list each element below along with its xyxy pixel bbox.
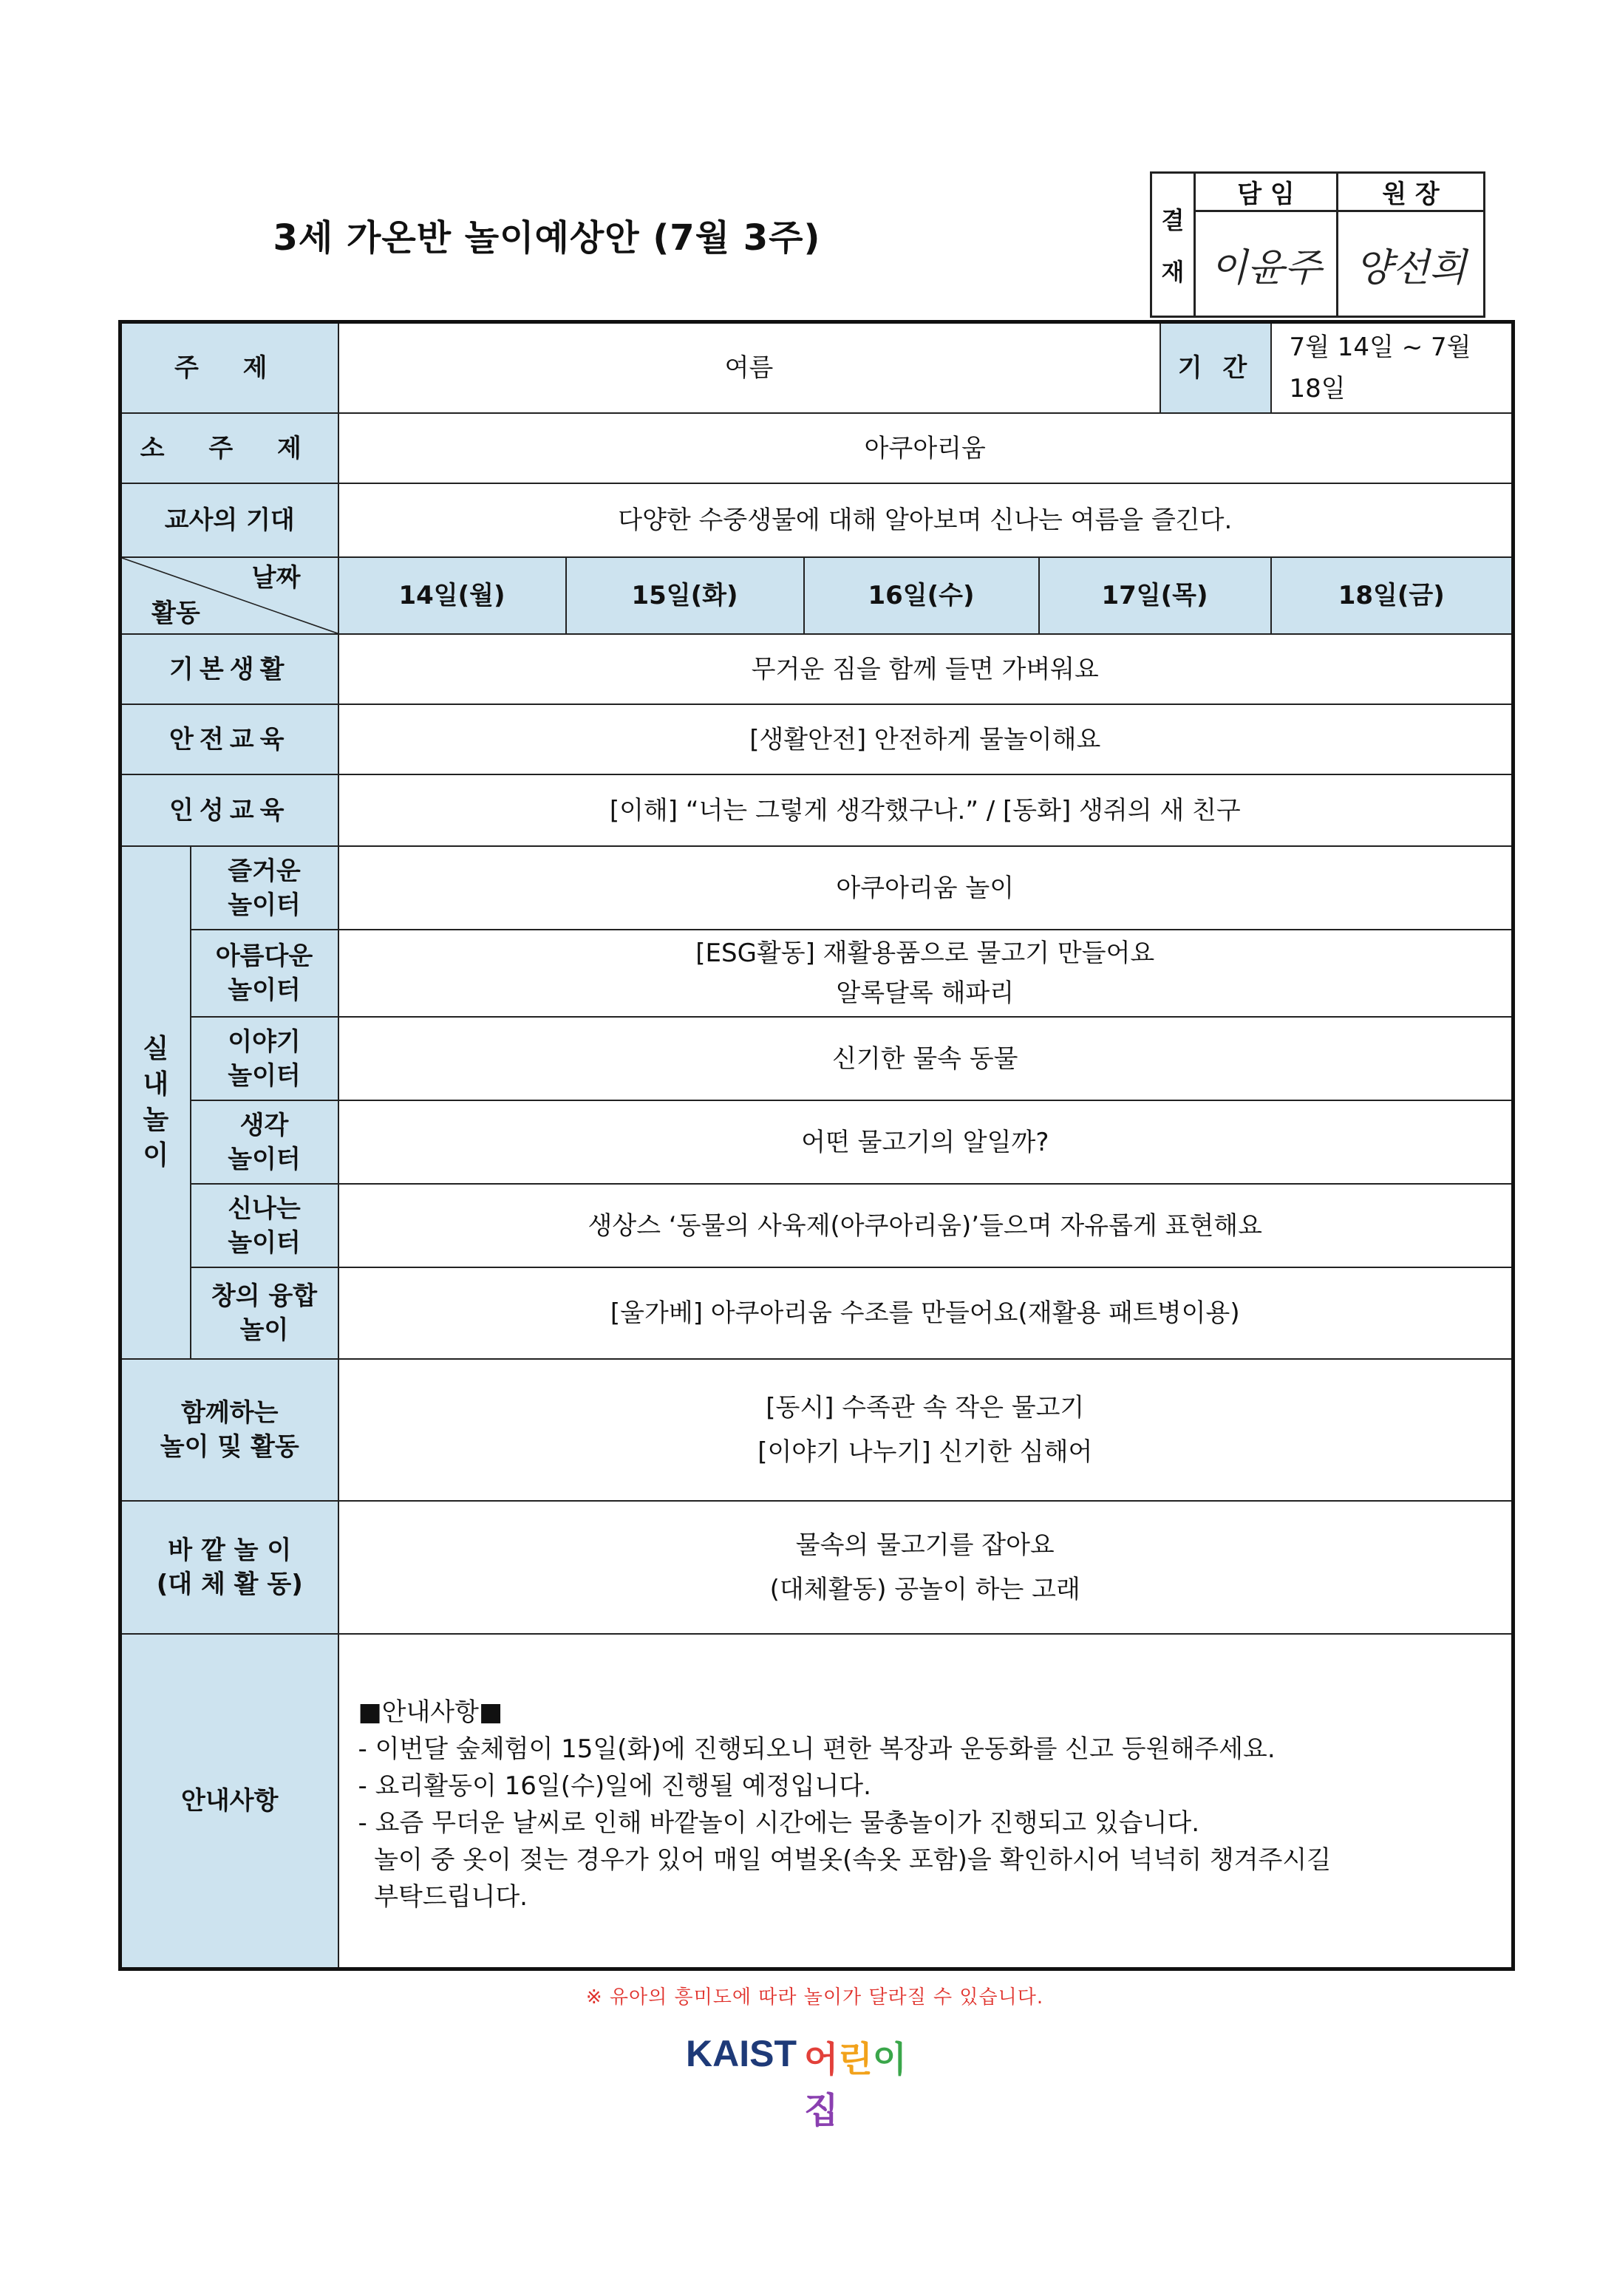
indoor-row-1 xyxy=(120,846,1513,930)
safety-row xyxy=(120,704,1513,774)
safety-label: 안전교육 xyxy=(120,704,338,774)
notice-line-4: 놀이 중 옷이 젖는 경우가 있어 매일 여벌옷(속옷 포함)을 확인하시어 넉넉히 챙겨주시길 xyxy=(358,1845,1332,1875)
outdoor-row xyxy=(120,1501,1513,1634)
period-label: 기 간 xyxy=(1160,322,1271,414)
approval-label: 결 재 xyxy=(1151,173,1195,317)
footnote: ※ 유아의 흥미도에 따라 놀이가 달라질 수 있습니다. xyxy=(585,1986,1044,2009)
indoor-value-3: 신기한 물속 동물 xyxy=(338,1017,1513,1100)
theme-value: 여름 xyxy=(338,322,1160,414)
indoor-value-1: 아쿠아리움 놀이 xyxy=(338,846,1513,930)
character-label: 인성교육 xyxy=(120,774,338,846)
day-thu: 17일(목) xyxy=(1039,557,1271,634)
notice-line-5: 부탁드립니다. xyxy=(358,1882,528,1912)
outdoor-value: 물속의 물고기를 잡아요 (대체활동) 공놀이 하는 고래 xyxy=(338,1501,1513,1634)
expectation-row xyxy=(120,483,1513,557)
page-title: 3세 가온반 놀이예상안 (7월 3주) xyxy=(273,217,821,259)
expectation-label: 교사의 기대 xyxy=(120,483,338,557)
notice-line-3: - 요즘 무더운 날씨로 인해 바깥놀이 시간에는 물총놀이가 진행되고 있습니다. xyxy=(358,1808,1200,1838)
indoor-label-4: 생각 놀이터 xyxy=(191,1100,338,1184)
indoor-row-4 xyxy=(120,1100,1513,1184)
approval-header-teacher: 담 임 xyxy=(1195,173,1338,211)
day-mon: 14일(월) xyxy=(338,557,566,634)
approval-box xyxy=(1150,171,1485,318)
day-tue: 15일(화) xyxy=(566,557,804,634)
indoor-value-4: 어떤 물고기의 알일까? xyxy=(338,1100,1513,1184)
indoor-label-2: 아름다운 놀이터 xyxy=(191,930,338,1017)
theme-row xyxy=(120,322,1513,414)
logo-brand: KAIST xyxy=(686,2033,797,2074)
indoor-label-6: 창의 융합 놀이 xyxy=(191,1267,338,1359)
subtheme-label: 소 주 제 xyxy=(120,413,338,483)
indoor-label-5: 신나는 놀이터 xyxy=(191,1184,338,1267)
director-signature: 양선희 xyxy=(1338,211,1485,317)
basic-life-label: 기본생활 xyxy=(120,634,338,704)
indoor-label-1: 즐거운 놀이터 xyxy=(191,846,338,930)
day-wed: 16일(수) xyxy=(804,557,1039,634)
kaist-kindergarten-logo xyxy=(686,2026,937,2131)
indoor-row-2 xyxy=(120,930,1513,1017)
character-row xyxy=(120,774,1513,846)
indoor-row-5 xyxy=(120,1184,1513,1267)
together-label: 함께하는 놀이 및 활동 xyxy=(120,1359,338,1501)
teacher-signature: 이윤주 xyxy=(1195,211,1338,317)
indoor-label-3: 이야기 놀이터 xyxy=(191,1017,338,1100)
indoor-value-6: [울가베] 아쿠아리움 수조를 만들어요(재활용 패트병이용) xyxy=(338,1267,1513,1359)
logo-name: 어린이집 xyxy=(804,2039,908,2131)
notice-heading: ■안내사항■ xyxy=(358,1697,503,1727)
subtheme-row xyxy=(120,413,1513,483)
notice-row xyxy=(120,1634,1513,1969)
activity-label: 활동 xyxy=(151,599,200,628)
together-value: [동시] 수족관 속 작은 물고기 [이야기 나누기] 신기한 심해어 xyxy=(338,1359,1513,1501)
date-label: 날짜 xyxy=(251,563,301,593)
basic-life-value: 무거운 짐을 함께 들면 가벼워요 xyxy=(338,634,1513,704)
indoor-row-6 xyxy=(120,1267,1513,1359)
date-activity-header xyxy=(120,557,338,634)
basic-life-row xyxy=(120,634,1513,704)
notice-line-1: - 이번달 숲체험이 15일(화)에 진행되오니 편한 복장과 운동화를 신고 등원해주세요. xyxy=(358,1734,1276,1764)
indoor-row-3 xyxy=(120,1017,1513,1100)
days-row xyxy=(120,557,1513,634)
approval-header-director: 원 장 xyxy=(1338,173,1485,211)
expectation-value: 다양한 수중생물에 대해 알아보며 신나는 여름을 즐긴다. xyxy=(338,483,1513,557)
outdoor-label: 바 깥 놀 이 (대 체 활 동) xyxy=(120,1501,338,1634)
notice-content xyxy=(338,1634,1513,1969)
indoor-value-2: [ESG활동] 재활용품으로 물고기 만들어요 알록달록 해파리 xyxy=(338,930,1513,1017)
period-value: 7월 14일 ~ 7월 18일 xyxy=(1271,322,1513,414)
together-row xyxy=(120,1359,1513,1501)
indoor-value-5: 생상스 ‘동물의 사육제(아쿠아리움)’들으며 자유롭게 표현해요 xyxy=(338,1184,1513,1267)
notice-line-2: - 요리활동이 16일(수)일에 진행될 예정입니다. xyxy=(358,1771,871,1801)
theme-label: 주 제 xyxy=(120,322,338,414)
character-value: [이해] “너는 그렇게 생각했구나.” / [동화] 생쥐의 새 친구 xyxy=(338,774,1513,846)
indoor-group-label: 실 내 놀 이 xyxy=(120,846,191,1359)
safety-value: [생활안전] 안전하게 물놀이해요 xyxy=(338,704,1513,774)
notice-label: 안내사항 xyxy=(120,1634,338,1969)
plan-table xyxy=(118,320,1515,1971)
day-fri: 18일(금) xyxy=(1271,557,1513,634)
subtheme-value: 아쿠아리움 xyxy=(338,413,1513,483)
